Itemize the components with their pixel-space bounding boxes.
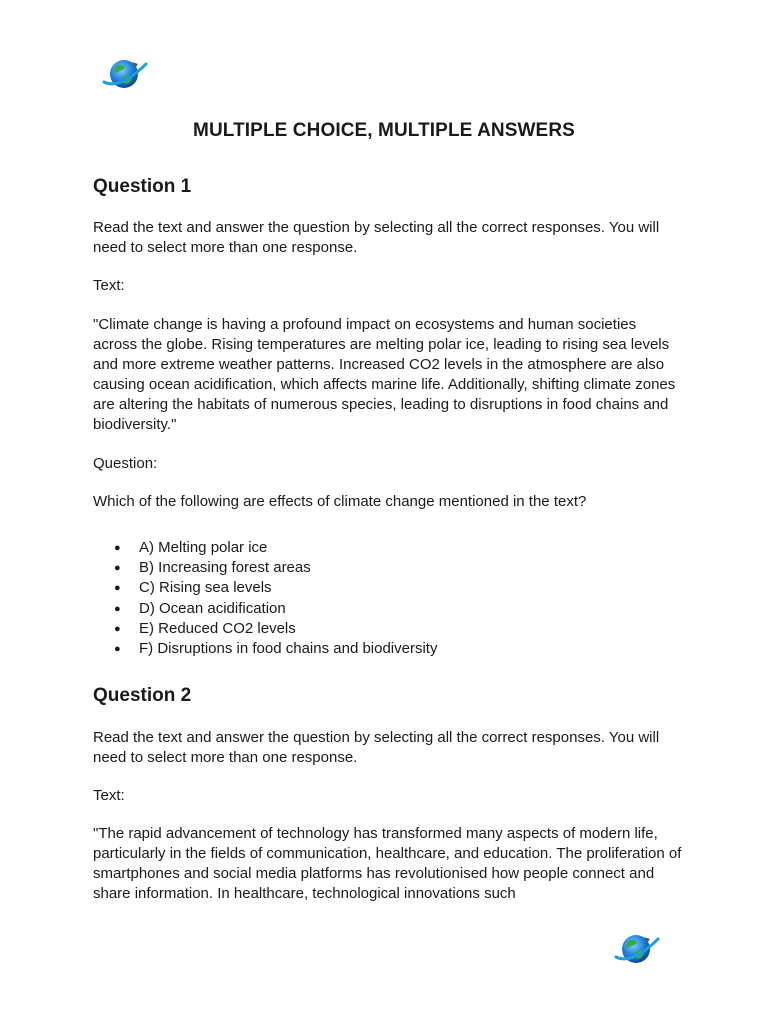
- globe-logo-icon: [102, 56, 148, 92]
- option-f[interactable]: ● F) Disruptions in food chains and biodiversity: [93, 639, 653, 659]
- question-1-heading: Question 1: [93, 176, 192, 197]
- question-1-question: Which of the following are effects of climate change mentioned in the text?: [93, 493, 587, 510]
- question-2-passage: "The rapid advancement of technology has transformed many aspects of modern life, particularly in the fields of communication, healthcare, and education. The proliferation of smartphones and social media platforms has revolutionised how people connect and share information. In healthcare, technological innovations such: [93, 825, 682, 902]
- question-1-text-label-block: [93, 276, 683, 296]
- question-1-passage: "Climate change is having a profound impact on ecosystems and human societies across the globe. Rising temperatures are melting polar ice, leading to rising sea levels and more extreme weather patterns. Increased CO2 levels in the atmosphere are also causing ocean acidification, which affects marine life. Additionally, shifting climate zones are altering the habitats of numerous species, leading to disruptions in food chains and biodiversity.": [93, 316, 676, 433]
- question-1-question-label-block: [93, 454, 683, 474]
- globe-logo-icon: [614, 931, 660, 967]
- question-2-instruction: Read the text and answer the question by selecting all the correct responses. You will need to select more than one response.: [93, 729, 660, 766]
- question-2-passage-block: [93, 824, 683, 904]
- question-2-instruction-block: [93, 728, 683, 768]
- option-c[interactable]: ● C) Rising sea levels: [93, 578, 653, 598]
- option-d[interactable]: ● D) Ocean acidification: [93, 599, 653, 619]
- option-b[interactable]: ● B) Increasing forest areas: [93, 558, 653, 578]
- question-1-question-label: Question:: [93, 455, 158, 472]
- question-1-instruction-block: [93, 218, 683, 258]
- document-title: MULTIPLE CHOICE, MULTIPLE ANSWERS: [193, 120, 575, 141]
- question-1-text-label: Text:: [93, 277, 125, 294]
- question-2-text-label: Text:: [93, 787, 125, 804]
- question-1-question-block: [93, 492, 683, 512]
- question-1-options-list: [93, 538, 653, 659]
- question-1-passage-block: [93, 315, 683, 435]
- option-e[interactable]: ● E) Reduced CO2 levels: [93, 619, 653, 639]
- question-2-heading: Question 2: [93, 685, 192, 706]
- question-2-text-label-block: [93, 786, 683, 806]
- option-a[interactable]: ● A) Melting polar ice: [93, 538, 653, 558]
- question-1-instruction: Read the text and answer the question by selecting all the correct responses. You will need to select more than one response.: [93, 219, 660, 256]
